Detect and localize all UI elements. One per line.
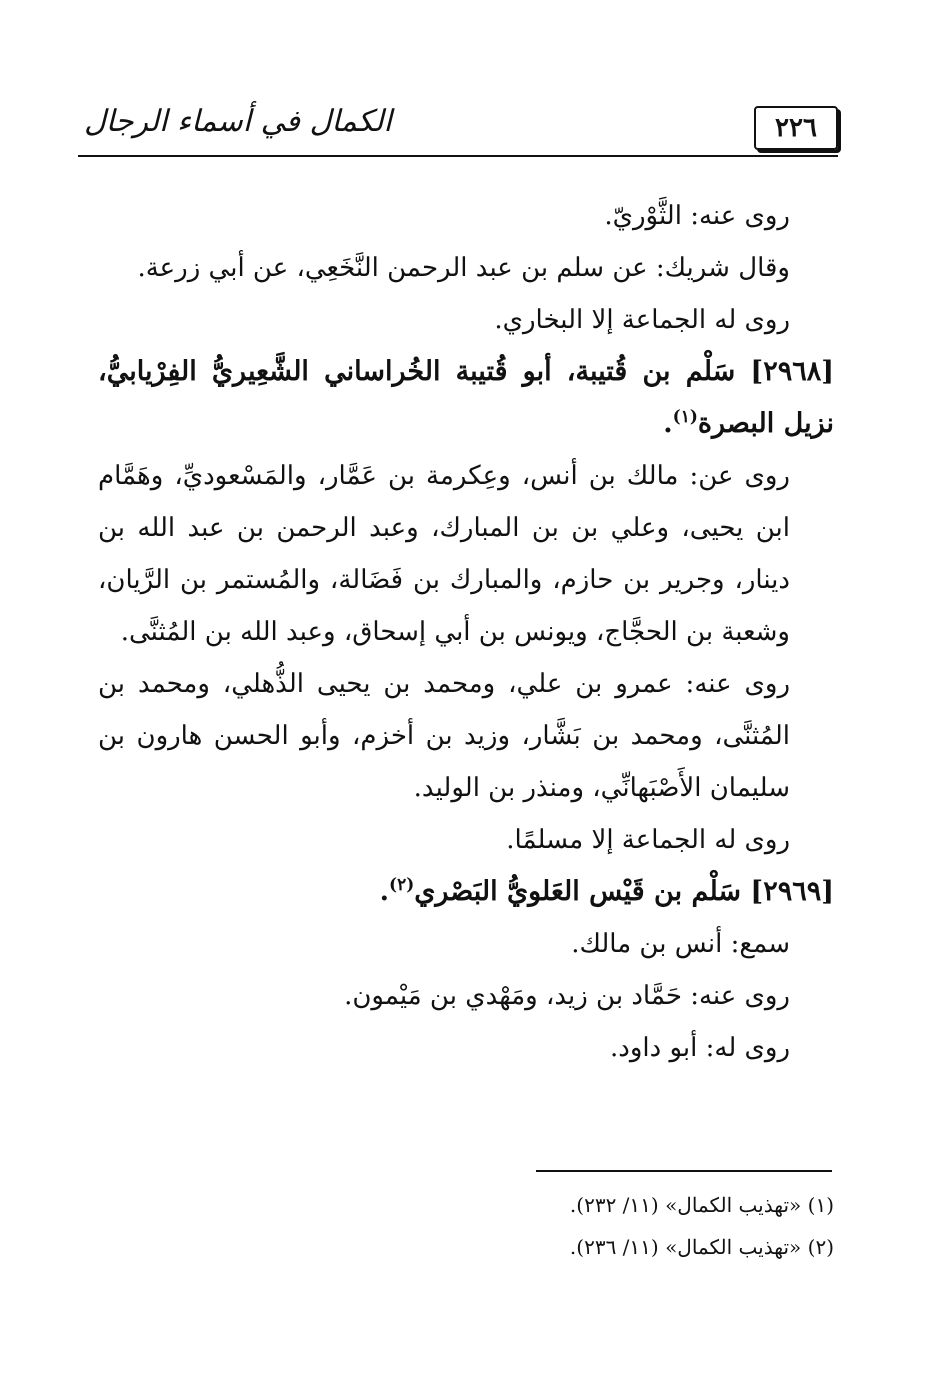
footnote-reference: (١) — [672, 407, 698, 427]
entry-heading — [98, 346, 834, 450]
entry-heading-text: [٢٩٦٩] سَلْم بن قَيْس العَلويُّ البَصْري — [414, 876, 834, 907]
book-title: الكمال في أسماء الرجال — [84, 104, 392, 139]
footnote-divider — [536, 1170, 832, 1172]
entry-heading-text: [٢٩٦٨] سَلْم بن قُتيبة، أبو قُتيبة الخُراساني الشَّعِيريُّ الفِرْيابيُّ، نزيل البصرة — [98, 356, 834, 439]
paragraph: سمع: أنس بن مالك. — [571, 929, 790, 959]
footnote-reference: (٢) — [389, 875, 415, 895]
paragraph: روى عن: مالك بن أنس، وعِكرمة بن عَمَّار، والمَسْعوديِّ، وهَمَّام ابن يحيى، وعلي بن بن المبارك، وعبد الرحمن بن عبد الله بن دينار، وجرير بن حازم، والمبارك بن فَضَالة، والمُستمر بن الرَّيان، وشعبة بن الحجَّاج، ويونس بن أبي إسحاق، وعبد الله بن المُثنَّى. — [98, 461, 790, 647]
paragraph: روى عنه: عمرو بن علي، ومحمد بن يحيى الذُّهلي، ومحمد بن المُثنَّى، ومحمد بن بَشَّار، وزيد بن أخزم، وأبو الحسن هارون بن سليمان الأَصْبَهانِّي، ومنذر بن الوليد. — [98, 669, 790, 803]
paragraph: روى عنه: الثَّوْريّ. — [604, 201, 790, 231]
entry-heading-end: . — [663, 408, 673, 439]
paragraph: روى عنه: حَمَّاد بن زيد، ومَهْدي بن مَيْمون. — [344, 981, 790, 1011]
paragraph: روى له الجماعة إلا مسلمًا. — [506, 825, 790, 855]
entry-heading-end: . — [379, 876, 390, 907]
paragraph: روى له الجماعة إلا البخاري. — [494, 305, 790, 335]
paragraph: وقال شريك: عن سلم بن عبد الرحمن النَّخَعِي، عن أبي زرعة. — [137, 253, 790, 283]
main-text — [98, 190, 834, 1074]
header-divider — [78, 155, 838, 157]
paragraph: روى له: أبو داود. — [610, 1033, 790, 1063]
page-header — [78, 100, 838, 160]
footnote: (٢) «تهذيب الكمال» (١١/ ٢٣٦). — [569, 1235, 834, 1259]
footnote: (١) «تهذيب الكمال» (١١/ ٢٣٢). — [569, 1193, 834, 1217]
entry-heading — [98, 866, 834, 918]
footnotes — [98, 1184, 834, 1268]
page-number: ٢٢٦ — [754, 106, 838, 150]
